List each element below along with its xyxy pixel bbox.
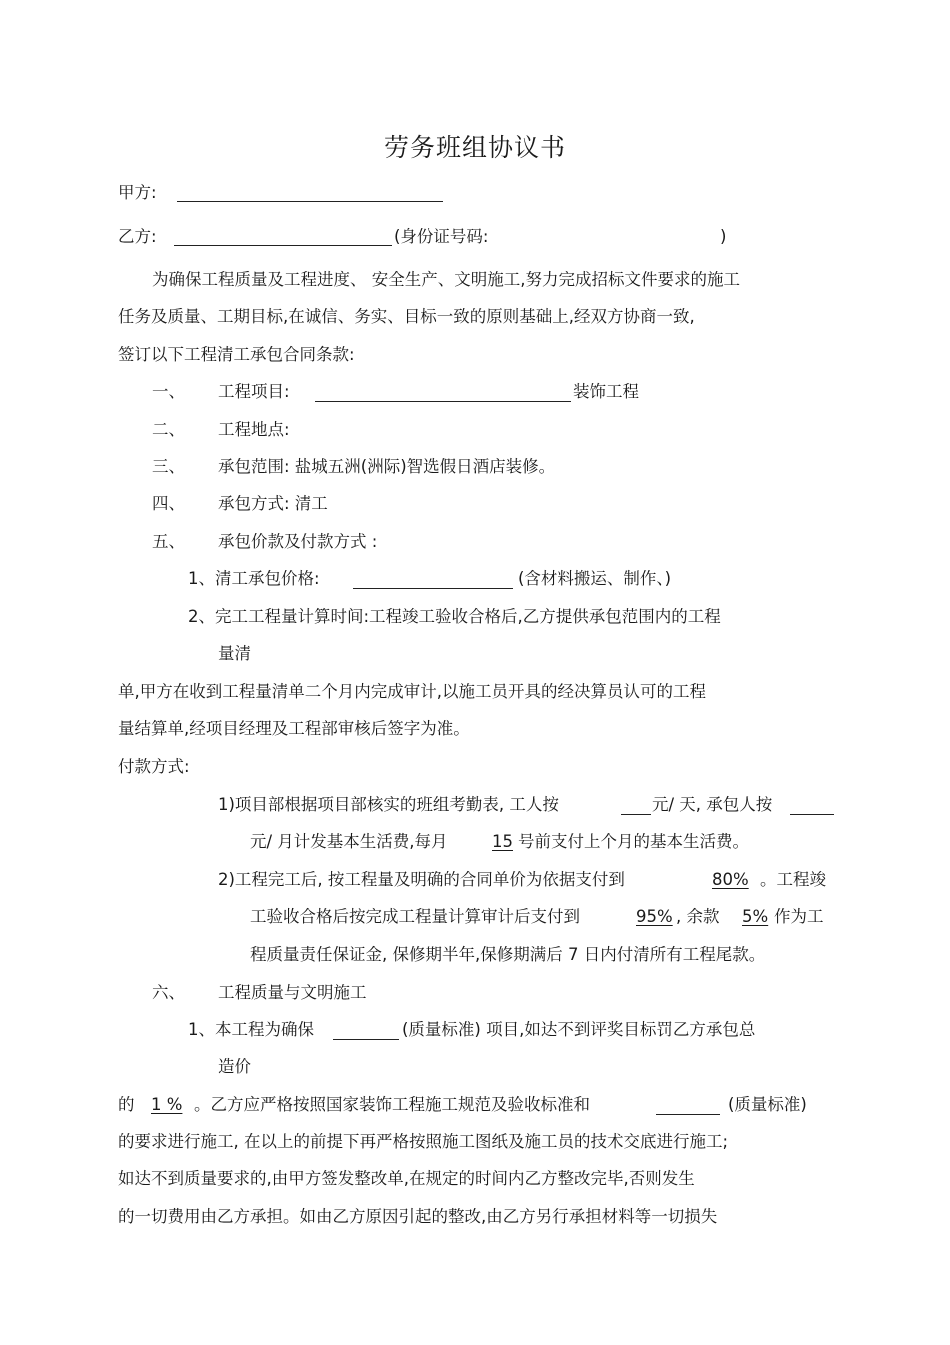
item-1-label: 工程项目:	[218, 382, 290, 401]
item-5-text: 承包价款及付款方式 :	[218, 532, 378, 551]
party-b-label: 乙方:	[118, 227, 157, 246]
payment-a-monthly-blank	[790, 796, 834, 815]
quality-line-4: 的要求进行施工, 在以上的前提下再严格按照施工图纸及施工员的技术交底进行施工;	[118, 1132, 729, 1151]
item-2-label: 工程地点:	[218, 420, 290, 439]
payment-b-line-2-mid: , 余款	[676, 907, 720, 926]
payment-a-line-1-prefix: 1)项目部根据项目部核实的班组考勤表, 工人按	[218, 795, 559, 814]
item-4-number: 四、	[152, 494, 185, 513]
party-b-row	[118, 225, 157, 249]
party-b-blank	[174, 227, 392, 246]
item-3-number: 三、	[152, 457, 185, 476]
quality-1-prefix: 1、本工程为确保	[188, 1020, 314, 1039]
payment-b-line-2-prefix: 工验收合格后按完成工程量计算审计后支付到	[250, 907, 580, 926]
quality-line-3-suffix: (质量标准)	[728, 1095, 807, 1114]
quality-penalty-percent: 1 %	[151, 1095, 183, 1114]
item-6-number: 六、	[152, 983, 185, 1002]
price-1-suffix: (含材料搬运、制作、)	[518, 569, 672, 588]
item-3-text: 承包范围: 盐城五洲(洲际)智选假日酒店装修。	[218, 457, 556, 476]
payment-b-line-1-prefix: 2)工程完工后, 按工程量及明确的合同单价为依据支付到	[218, 870, 625, 889]
intro-line-1: 为确保工程质量及工程进度、 安全生产、文明施工,努力完成招标文件要求的施工	[152, 270, 740, 289]
id-number-prefix: (身份证号码:	[394, 227, 489, 246]
quality-1-line-2: 造价	[218, 1057, 251, 1076]
payment-a-day-value: 15	[492, 832, 513, 851]
price-1-blank	[353, 570, 513, 589]
payment-b-line-2-suffix: 作为工	[774, 907, 824, 926]
payment-b-line-1-suffix: 。工程竣	[760, 870, 826, 889]
payment-a-line-2-prefix: 元/ 月计发基本生活费,每月	[250, 832, 448, 851]
price-1-prefix: 1、清工承包价格:	[188, 569, 320, 588]
payment-b-percent-2: 95%	[636, 907, 673, 926]
payment-a-line-2-suffix: 号前支付上个月的基本生活费。	[518, 832, 749, 851]
quality-standard-blank-1	[333, 1021, 399, 1040]
payment-label: 付款方式:	[118, 757, 190, 776]
payment-b-percent-3: 5%	[742, 907, 769, 926]
item-2-number: 二、	[152, 420, 185, 439]
payment-b-line-3: 程质量责任保证金, 保修期半年,保修期满后 7 日内付清所有工程尾款。	[250, 945, 766, 964]
party-a-row	[118, 181, 157, 205]
quality-line-5: 如达不到质量要求的,由甲方签发整改单,在规定的时间内乙方整改完毕,否则发生	[118, 1169, 695, 1188]
item-5-number: 五、	[152, 532, 185, 551]
item-1-blank	[315, 383, 571, 402]
document-title: 劳务班组协议书	[383, 133, 566, 162]
price-2-line-3: 单,甲方在收到工程量清单二个月内完成审计,以施工员开具的经决算员认可的工程	[118, 682, 706, 701]
price-2-line-2: 量清	[218, 644, 251, 663]
payment-b-percent-1: 80%	[712, 870, 749, 889]
quality-line-3-mid: 。乙方应严格按照国家装饰工程施工规范及验收标准和	[194, 1095, 590, 1114]
item-1-number: 一、	[152, 382, 185, 401]
payment-a-line-1-mid: 元/ 天, 承包人按	[652, 795, 773, 814]
price-2-line-4: 量结算单,经项目经理及工程部审核后签字为准。	[118, 719, 470, 738]
party-a-label: 甲方:	[118, 183, 157, 202]
intro-line-2: 任务及质量、工期目标,在诚信、务实、目标一致的原则基础上,经双方协商一致,	[118, 307, 695, 326]
quality-line-6: 的一切费用由乙方承担。如由乙方原因引起的整改,由乙方另行承担材料等一切损失	[118, 1207, 718, 1226]
item-1-suffix: 装饰工程	[573, 382, 639, 401]
id-number-suffix: )	[720, 227, 727, 246]
quality-line-3-prefix: 的	[118, 1095, 135, 1114]
item-4-text: 承包方式: 清工	[218, 494, 328, 513]
payment-a-daily-blank	[621, 796, 651, 815]
intro-line-3: 签订以下工程清工承包合同条款:	[118, 345, 355, 364]
quality-1-mid: (质量标准) 项目,如达不到评奖目标罚乙方承包总	[402, 1020, 756, 1039]
quality-standard-blank-2	[656, 1096, 720, 1115]
price-2-line-1: 2、完工工程量计算时间:工程竣工验收合格后,乙方提供承包范围内的工程	[188, 607, 721, 626]
party-a-blank	[177, 183, 443, 202]
item-6-text: 工程质量与文明施工	[218, 983, 367, 1002]
